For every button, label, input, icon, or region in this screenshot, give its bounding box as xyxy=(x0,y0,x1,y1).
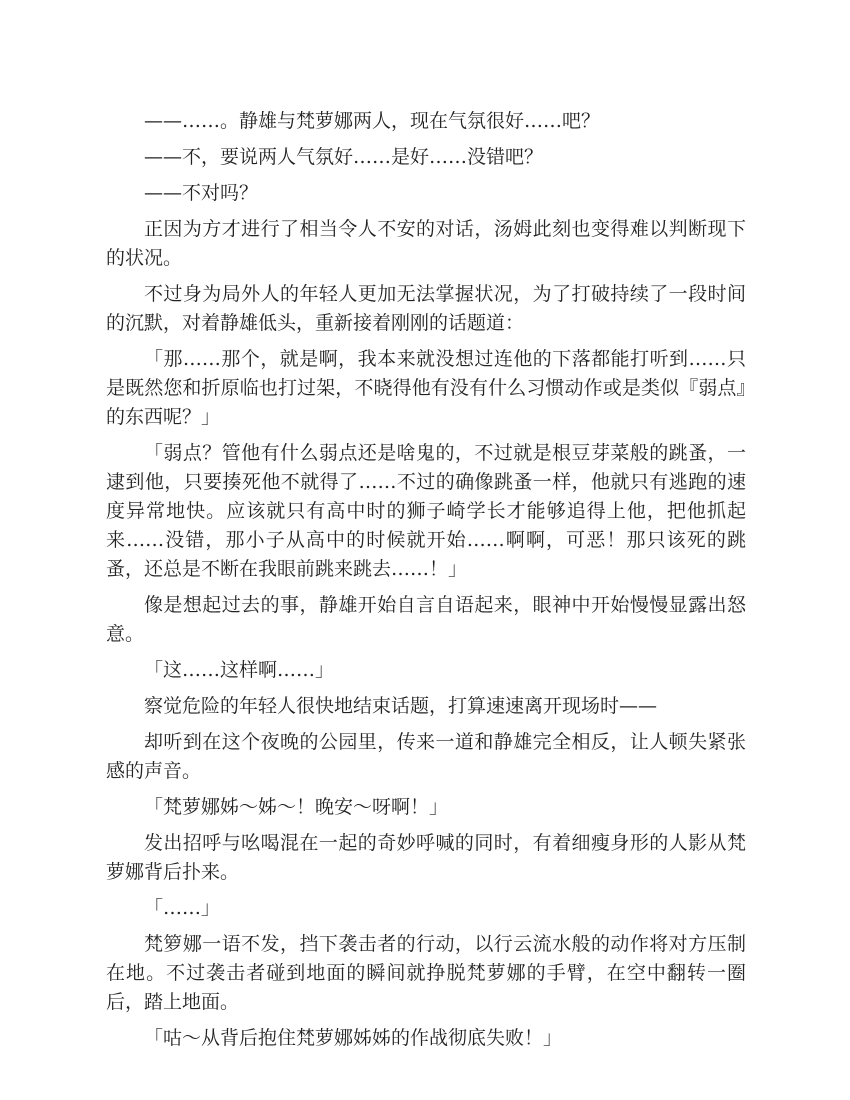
paragraph: 像是想起过去的事，静雄开始自言自语起来，眼神中开始慢慢显露出怒意。 xyxy=(106,594,746,645)
paragraph: 察觉危险的年轻人很快地结束话题，打算速速离开现场时—— xyxy=(144,695,658,717)
paragraph: 「这……这样啊……」 xyxy=(144,659,335,681)
paragraph: 发出招呼与吆喝混在一起的奇妙呼喊的同时，有着细瘦身形的人影从梵萝娜背后扑来。 xyxy=(106,832,746,883)
paragraph: 梵箩娜一语不发，挡下袭击者的行动，以行云流水般的动作将对方压制在地。不过袭击者碰到地面的瞬间就挣脱梵萝娜的手臂，在空中翻转一圈后，踏上地面。 xyxy=(106,933,746,1013)
paragraph: 却听到在这个夜晚的公园里，传来一道和静雄完全相反，让人顿失紧张感的声音。 xyxy=(106,731,746,782)
paragraph: ——不，要说两人气氛好……是好……没错吧？ xyxy=(144,146,544,168)
paragraph: 「弱点？管他有什么弱点还是啥鬼的，不过就是根豆芽菜般的跳蚤，一逮到他，只要揍死他不就得了……不过的确像跳蚤一样，他就只有逃跑的速度异常地快。应该就只有高中时的狮子崎学长才能够追得上他，把他抓起来……没错，那小子从高中的时候就开始……啊啊，可恶！那只该死的跳蚤，还总是不断在我眼前跳来跳去……！」 xyxy=(106,442,746,580)
paragraph: 「咕～从背后抱住梵萝娜姊姊的作战彻底失败！」 xyxy=(144,1027,563,1049)
paragraph: ——……。静雄与梵萝娜两人，现在气氛很好……吧？ xyxy=(144,110,601,132)
paragraph: 「那……那个，就是啊，我本来就没想过连他的下落都能打听到……只是既然您和折原临也打过架，不晓得他有没有什么习惯动作或是类似『弱点』的东西呢？」 xyxy=(106,348,746,428)
paragraph: ——不对吗？ xyxy=(144,182,259,204)
paragraph: 「……」 xyxy=(144,897,221,919)
paragraph: 「梵萝娜姊～姊～！晚安～呀啊！」 xyxy=(144,796,449,818)
paragraph: 正因为方才进行了相当令人不安的对话，汤姆此刻也变得难以判断现下的状况。 xyxy=(106,218,746,269)
paragraph: 不过身为局外人的年轻人更加无法掌握状况，为了打破持续了一段时间的沉默，对着静雄低头，重新接着刚刚的话题道： xyxy=(106,283,746,334)
text-column xyxy=(106,107,746,1060)
